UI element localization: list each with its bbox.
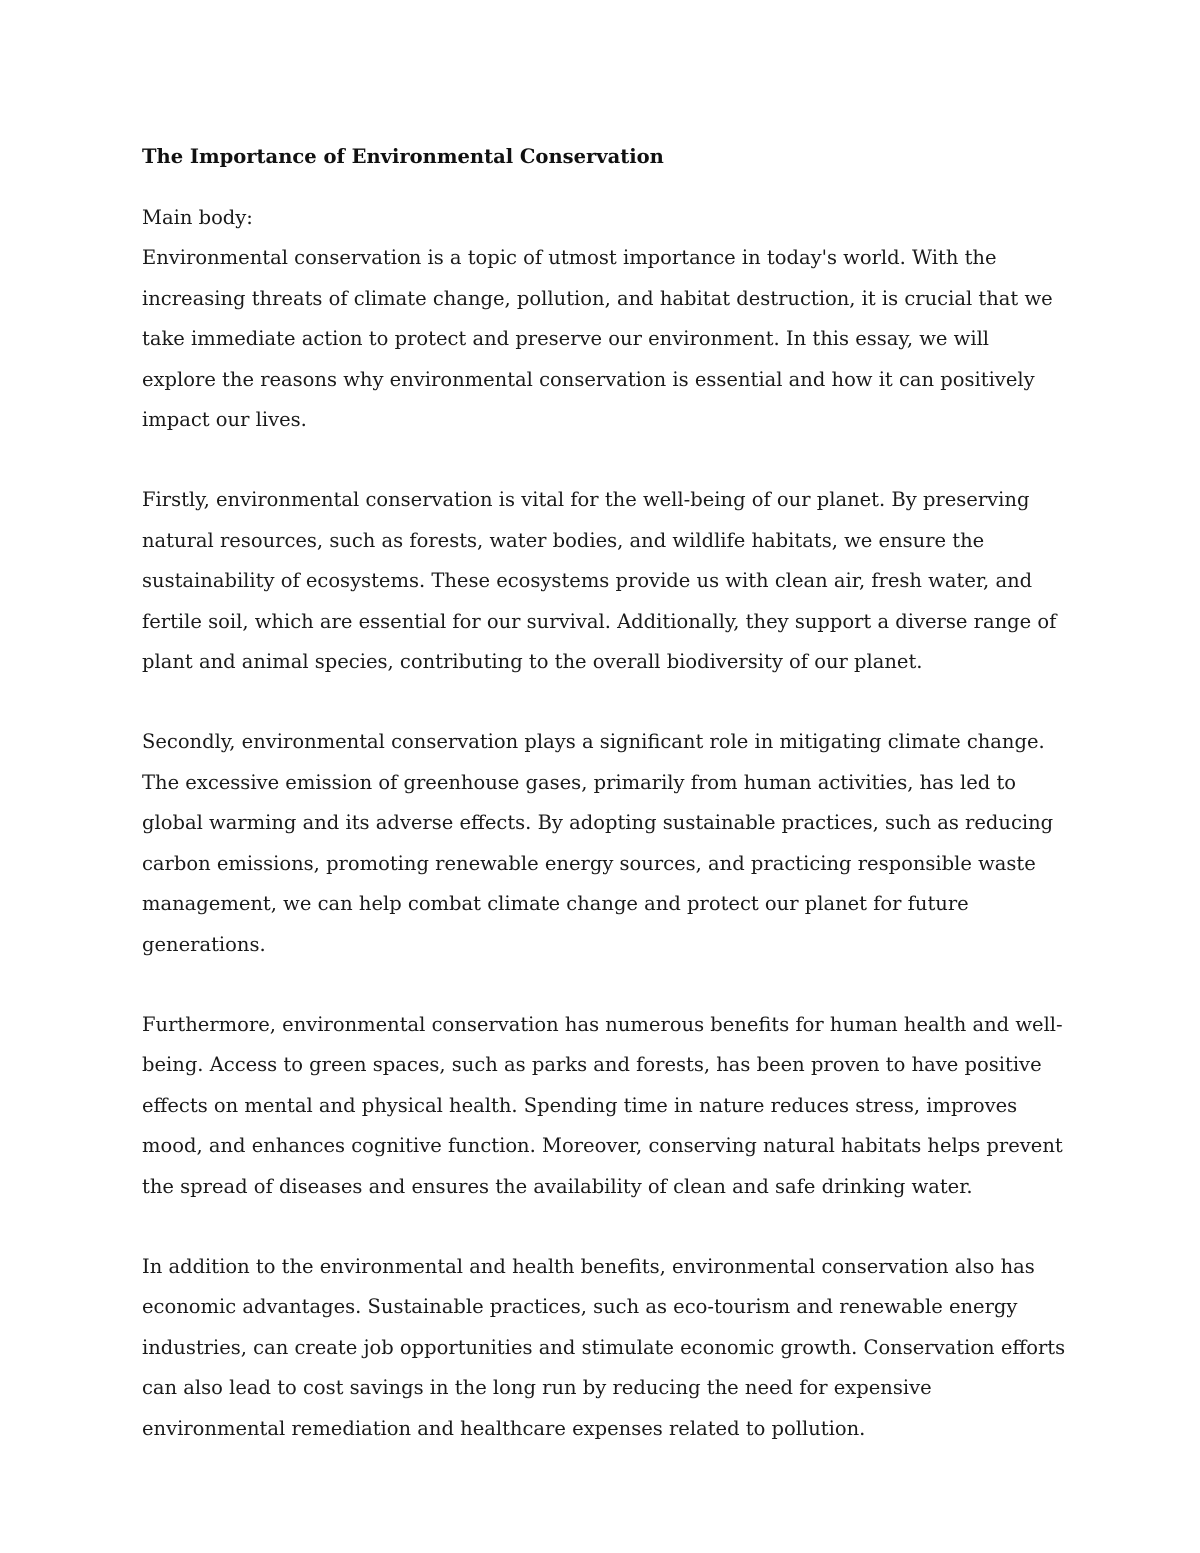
paragraph-intro: Environmental conservation is a topic of utmost importance in today's world. With the increasing threats of climate change, pollution, and habitat destruction, it is crucial that we take immediate action to protect and preserve our environment. In this essay, we will explore the reasons why environmental conservation is essential and how it can positively impact our lives. [142,246,1053,432]
paragraph-health: Furthermore, environmental conservation has numerous benefits for human health and well-being. Access to green spaces, such as parks and forests, has been proven to have positive effects on mental and physical health. Spending time in nature reduces stress, improves mood, and enhances cognitive function. Moreover, conserving natural habitats helps prevent the spread of diseases and ensures the availability of clean and safe drinking water. [142,1012,1063,1198]
document-title: The Importance of Environmental Conservation [142,145,664,168]
paragraph-economy: In addition to the environmental and health benefits, environmental conservation also has economic advantages. Sustainable practices, such as eco-tourism and renewable energy industries, can create job opportunities and stimulate economic growth. Conservation efforts can also lead to cost savings in the long run by reducing the need for expensive environmental remediation and healthcare expenses related to pollution. [142,1254,1066,1440]
paragraph-climate: Secondly, environmental conservation plays a significant role in mitigating climate change. The excessive emission of greenhouse gases, primarily from human activities, has led to global warming and its adverse effects. By adopting sustainable practices, such as reducing carbon emissions, promoting renewable energy sources, and practicing responsible waste management, we can help combat climate change and protect our planet for future generations. [142,730,1054,956]
section-label: Main body: [142,206,253,229]
paragraph-planet: Firstly, environmental conservation is vital for the well-being of our planet. By preserving natural resources, such as forests, water bodies, and wildlife habitats, we ensure the sustainability of ecosystems. These ecosystems provide us with clean air, fresh water, and fertile soil, which are essential for our survival. Additionally, they support a diverse range of plant and animal species, contributing to the overall biodiversity of our planet. [142,488,1057,674]
document-body [142,140,1067,1449]
